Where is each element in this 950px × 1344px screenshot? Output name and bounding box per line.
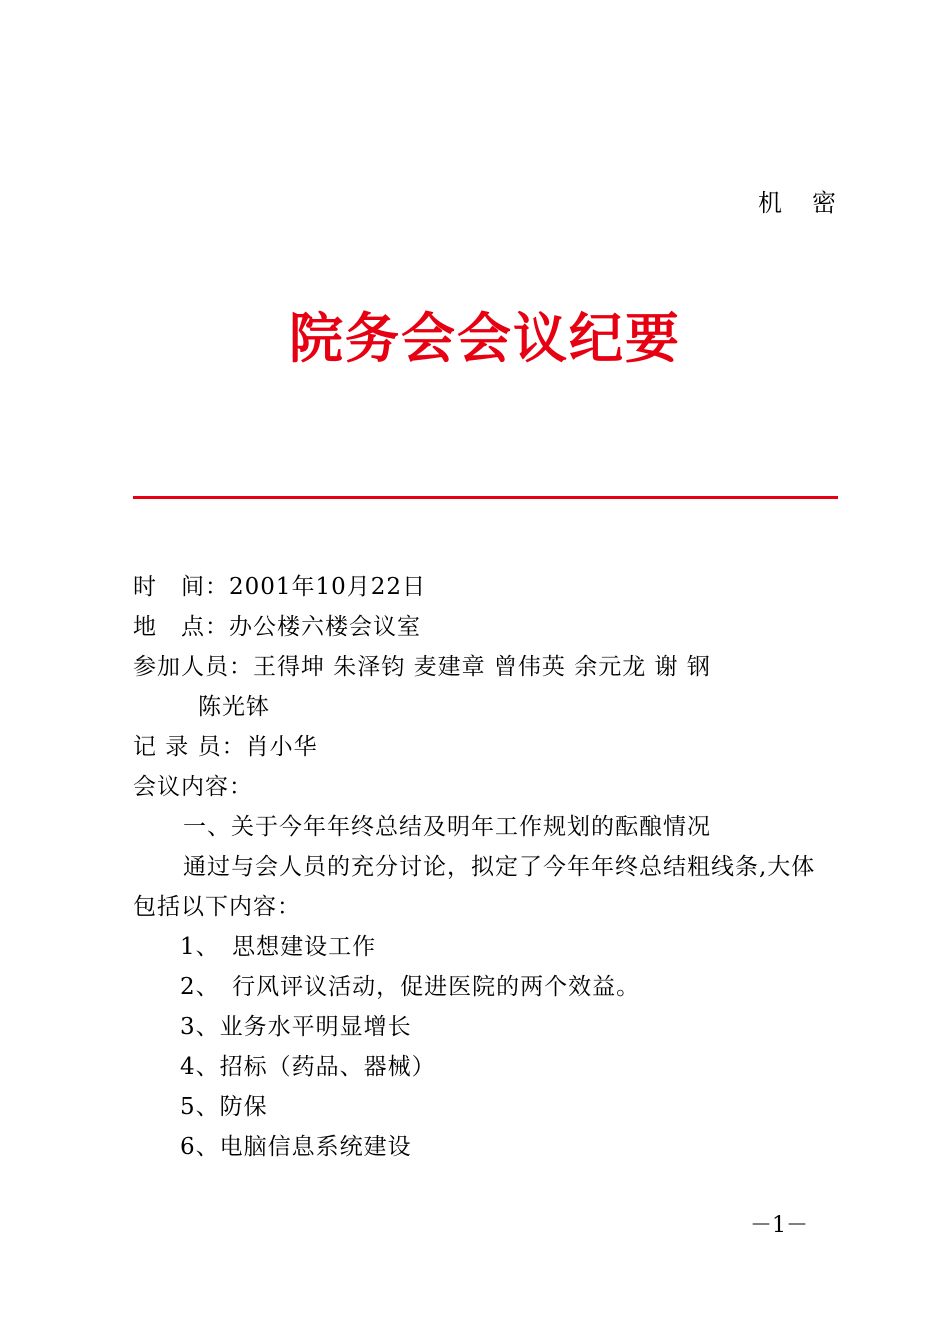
list-item: 3、业务水平明显增长 — [180, 1014, 412, 1040]
paragraph-line-1: 通过与会人员的充分讨论，拟定了今年年终总结粗线条,大体 — [183, 854, 816, 880]
recorder: 记 录 员：肖小华 — [133, 734, 318, 760]
list-item: 4、招标（药品、器械） — [180, 1054, 436, 1080]
list-item: 5、防保 — [180, 1094, 268, 1120]
list-item: 6、电脑信息系统建设 — [180, 1134, 412, 1160]
attendees-line-2: 陈光钵 — [198, 694, 270, 720]
attendees-line-1: 参加人员：王得坤 朱泽钧 麦建章 曾伟英 余元龙 谢 钢 — [133, 654, 711, 680]
document-title: 院务会会议纪要 — [289, 307, 681, 370]
title-divider — [133, 496, 838, 499]
paragraph-line-2: 包括以下内容： — [133, 894, 301, 920]
meeting-time: 时 间：2001年10月22日 — [133, 574, 427, 600]
section-heading: 一、关于今年年终总结及明年工作规划的酝酿情况 — [183, 814, 711, 840]
list-item: 1、 思想建设工作 — [180, 934, 377, 960]
meeting-place: 地 点：办公楼六楼会议室 — [133, 614, 421, 640]
content-label: 会议内容： — [133, 774, 253, 800]
list-item: 2、 行风评议活动，促进医院的两个效益。 — [180, 974, 641, 1000]
page-number: －1－ — [750, 1213, 808, 1238]
classification-label: 机 密 — [758, 189, 839, 217]
